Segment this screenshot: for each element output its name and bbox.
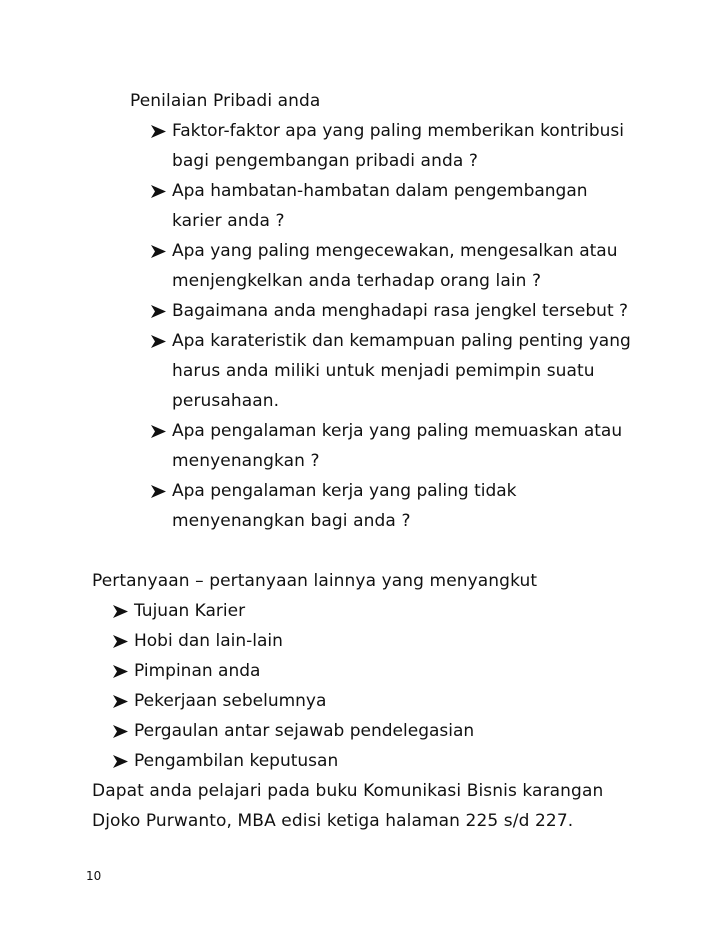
list-item-continuation: menjengkelkan anda terhadap orang lain ? [172, 271, 542, 291]
list-item-text: Apa hambatan-hambatan dalam pengembangan [172, 181, 588, 201]
page-number: 10 [86, 869, 102, 883]
list-item-text: Faktor-faktor apa yang paling memberikan kontribusi [172, 121, 625, 141]
list-item-text: Apa yang paling mengecewakan, mengesalkan atau [172, 241, 618, 261]
list-item [112, 746, 338, 776]
arrow-bullet-icon [150, 184, 167, 199]
list-item-text: Pimpinan anda [134, 661, 261, 681]
arrow-bullet-icon [150, 484, 167, 499]
list-item-continuation: bagi pengembangan pribadi anda ? [172, 151, 478, 171]
list-item-text: Hobi dan lain-lain [134, 631, 283, 651]
arrow-bullet-icon [150, 244, 167, 259]
list-item-text: Bagaimana anda menghadapi rasa jengkel tersebut ? [172, 301, 629, 321]
list-item-continuation: menyenangkan ? [172, 451, 320, 471]
list-item-text: Pengambilan keputusan [134, 751, 339, 771]
list-item-text: Tujuan Karier [134, 601, 246, 621]
list-item [150, 176, 588, 206]
section1-heading: Penilaian Pribadi anda [130, 91, 321, 111]
arrow-bullet-icon [112, 724, 129, 739]
list-item [150, 296, 628, 326]
list-item [150, 116, 624, 146]
section2-heading: Pertanyaan – pertanyaan lainnya yang menyangkut [92, 571, 538, 591]
arrow-bullet-icon [150, 124, 167, 139]
arrow-bullet-icon [112, 754, 129, 769]
closing-text-line: Djoko Purwanto, MBA edisi ketiga halaman 225 s/d 227. [92, 811, 574, 831]
list-item [112, 656, 260, 686]
list-item-text: Apa karateristik dan kemampuan paling penting yang [172, 331, 631, 351]
list-item-text: Pekerjaan sebelumnya [134, 691, 327, 711]
arrow-bullet-icon [150, 424, 167, 439]
list-item [150, 476, 517, 506]
list-item [150, 326, 631, 356]
list-item-continuation: harus anda miliki untuk menjadi pemimpin suatu [172, 361, 595, 381]
closing-text-line: Dapat anda pelajari pada buku Komunikasi Bisnis karangan [92, 781, 604, 801]
list-item [150, 236, 618, 266]
arrow-bullet-icon [112, 634, 129, 649]
list-item [112, 626, 283, 656]
list-item-continuation: menyenangkan bagi anda ? [172, 511, 411, 531]
arrow-bullet-icon [150, 304, 167, 319]
arrow-bullet-icon [150, 334, 167, 349]
list-item [112, 686, 326, 716]
arrow-bullet-icon [112, 664, 129, 679]
arrow-bullet-icon [112, 604, 129, 619]
list-item-continuation: karier anda ? [172, 211, 285, 231]
list-item-text: Apa pengalaman kerja yang paling tidak [172, 481, 517, 501]
arrow-bullet-icon [112, 694, 129, 709]
list-item [112, 716, 474, 746]
list-item-continuation: perusahaan. [172, 391, 280, 411]
list-item-text: Pergaulan antar sejawab pendelegasian [134, 721, 475, 741]
list-item [112, 596, 245, 626]
list-item [150, 416, 622, 446]
list-item-text: Apa pengalaman kerja yang paling memuaskan atau [172, 421, 623, 441]
